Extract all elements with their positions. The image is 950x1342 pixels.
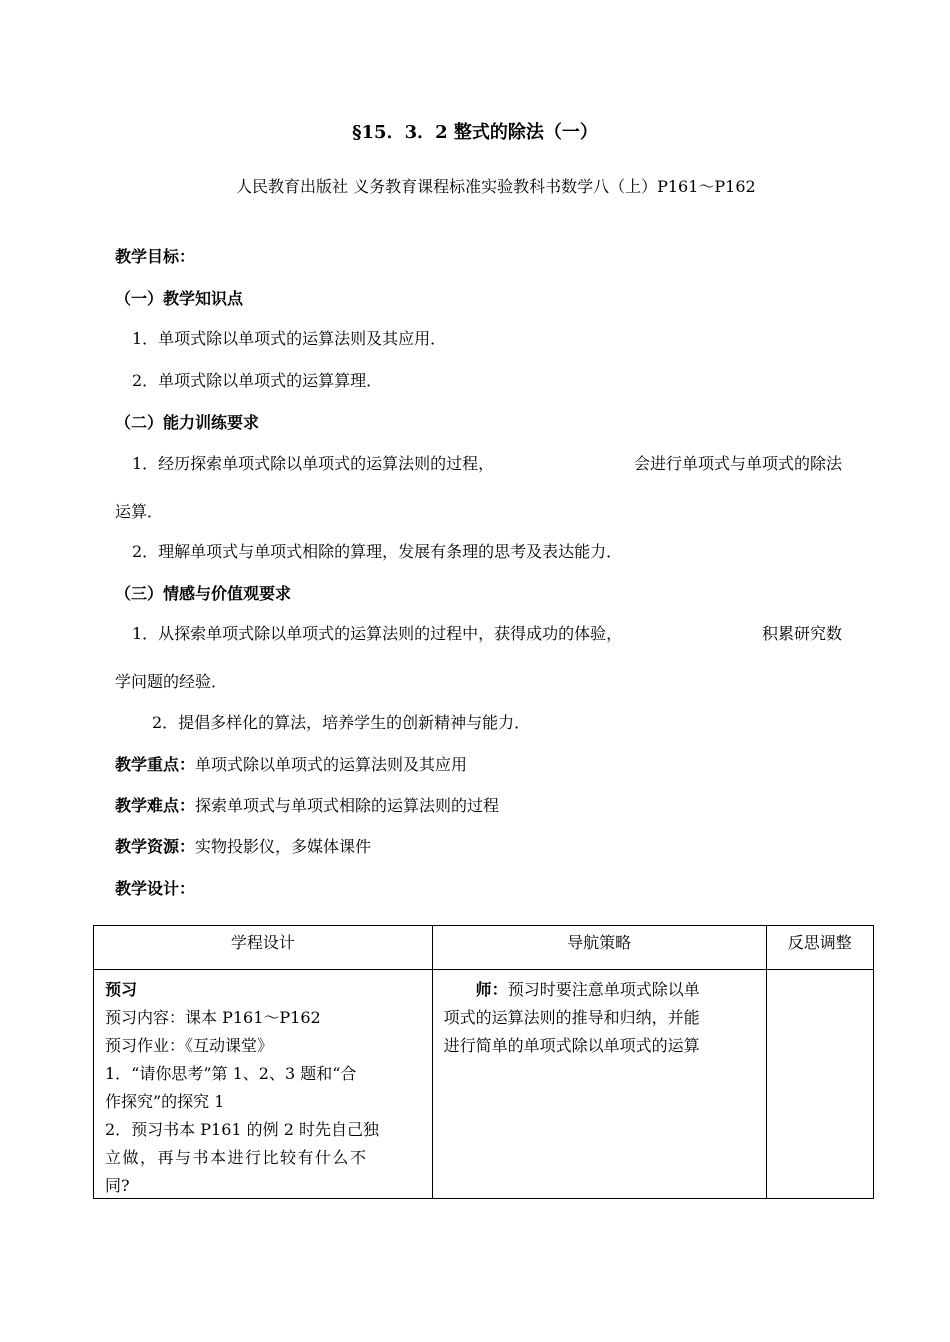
- table-cell-reflection: [766, 970, 873, 1199]
- difficulty-text: 探索单项式与单项式相除的运算法则的过程: [195, 796, 500, 815]
- ability-heading: （二）能力训练要求: [115, 413, 260, 432]
- key-point-text: 单项式除以单项式的运算法则及其应用: [195, 755, 468, 774]
- emotion-item-1: [132, 621, 842, 644]
- teacher-label: 师：: [475, 980, 508, 999]
- table-row: [94, 970, 874, 1199]
- table-cell-navigation: [432, 970, 766, 1199]
- knowledge-item-2: 2．单项式除以单项式的运算算理．: [132, 371, 383, 390]
- emotion-item-2: 2．提倡多样化的算法，培养学生的创新精神与能力．: [152, 713, 531, 732]
- design-table: [93, 925, 874, 1199]
- strategy-text: 预习时要注意单项式除以单: [507, 980, 700, 999]
- preview-line: 作探究”的探究 1: [105, 1092, 225, 1111]
- strategy-line: 进行简单的单项式除以单项式的运算: [443, 1036, 700, 1055]
- preview-title: 预习: [105, 980, 138, 999]
- objectives-heading: 教学目标：: [115, 247, 196, 266]
- preview-line: 2．预习书本 P161 的例 2 时先自己独: [105, 1120, 380, 1139]
- ability-item-2: 2．理解单项式与单项式相除的算理，发展有条理的思考及表达能力．: [132, 542, 623, 561]
- preview-line: 同?: [105, 1176, 130, 1195]
- resources-label: 教学资源：: [115, 837, 196, 856]
- preview-line: 预习作业：《互动课堂》: [105, 1036, 274, 1055]
- emotion-item-1-part-b: 积累研究数: [761, 624, 842, 643]
- table-header-cell: 学程设计: [94, 926, 433, 970]
- page-title: §15．3．2 整式的除法（一）: [352, 122, 598, 143]
- key-point: [115, 752, 467, 775]
- ability-item-1-part-a: 1．经历探索单项式除以单项式的运算法则的过程，: [132, 454, 495, 473]
- preview-line-text: 1．“请你思考”第 1、2、3 题和“合: [105, 1064, 357, 1083]
- knowledge-item-1: 1．单项式除以单项式的运算法则及其应用．: [132, 329, 447, 348]
- ability-item-1: [132, 451, 842, 474]
- ability-item-1-continued: 运算．: [115, 502, 164, 521]
- table-header-row: [94, 926, 874, 970]
- resources-text: 实物投影仪，多媒体课件: [195, 837, 372, 856]
- table-cell-study-design: [94, 970, 433, 1199]
- emotion-item-1-part-a: 1．从探索单项式除以单项式的运算法则的过程中，获得成功的体验，: [132, 624, 623, 643]
- ability-item-1-part-b: 会进行单项式与单项式的除法: [633, 454, 842, 473]
- difficulty-label: 教学难点：: [115, 796, 196, 815]
- source-line: 人民教育出版社 义务教育课程标准实验教科书数学八（上）P161～P162: [236, 177, 756, 196]
- difficulty: [115, 793, 499, 816]
- knowledge-heading: （一）教学知识点: [115, 289, 244, 308]
- strategy-line: 项式的运算法则的推导和归纳，并能: [443, 1008, 700, 1027]
- key-point-label: 教学重点：: [115, 755, 196, 774]
- preview-line: 立做，再与书本进行比较有什么不: [105, 1148, 368, 1167]
- reflection-text: [768, 971, 872, 1197]
- strategy-line: [444, 976, 755, 1004]
- design-heading: 教学设计：: [115, 879, 196, 898]
- table-header-cell: 导航策略: [432, 926, 766, 970]
- emotion-heading: （三）情感与价值观要求: [115, 584, 292, 603]
- resources: [115, 834, 371, 857]
- table-header-cell: 反思调整: [766, 926, 873, 970]
- preview-line: 预习内容：课本 P161～P162: [105, 1008, 321, 1027]
- preview-line: [105, 1060, 421, 1088]
- emotion-item-1-continued: 学问题的经验．: [115, 672, 228, 691]
